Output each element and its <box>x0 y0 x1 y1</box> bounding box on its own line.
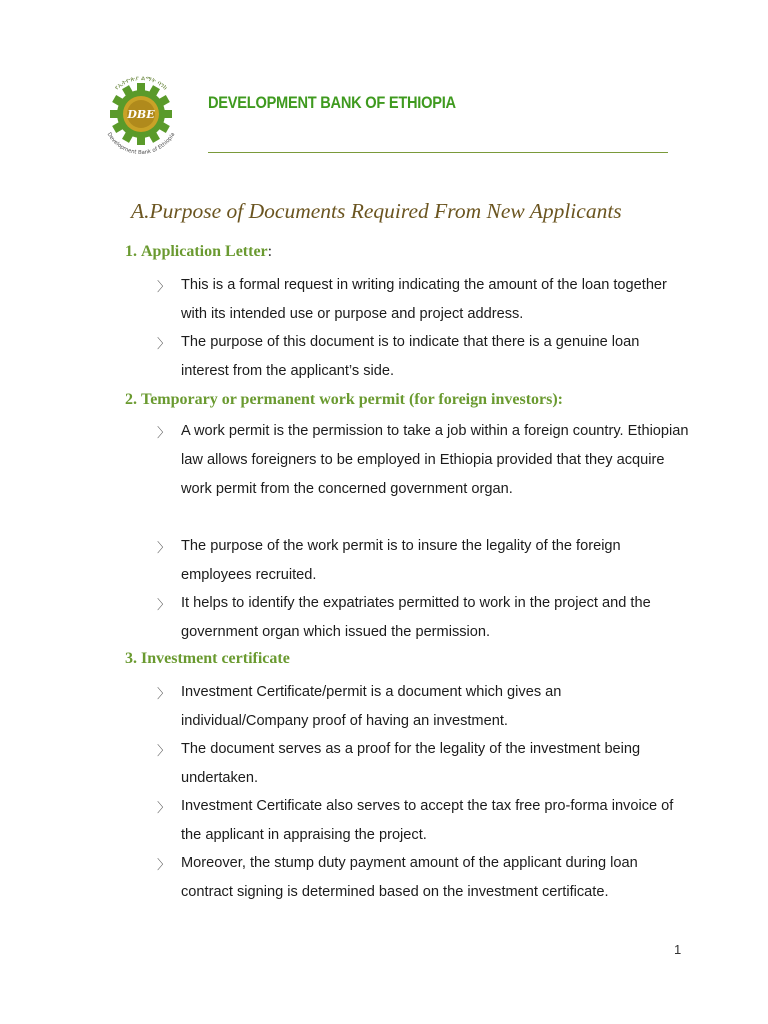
bullet-icon: 〉 <box>157 857 171 872</box>
section-heading-investment-certificate <box>125 650 290 668</box>
bullet-icon: 〉 <box>157 279 171 294</box>
section-title: Investment certificate <box>141 650 290 667</box>
list-item: It helps to identify the expatriates permitted to work in the project and the government organ which issued the permission. <box>181 595 651 640</box>
section-number: 2. <box>125 391 137 408</box>
bullet-icon: 〉 <box>157 425 171 440</box>
header-divider <box>208 152 668 153</box>
bullet-icon: 〉 <box>157 686 171 701</box>
dbe-gear-logo-icon <box>93 66 189 162</box>
bullet-icon: 〉 <box>157 743 171 758</box>
list-item: Moreover, the stump duty payment amount of the applicant during loan contract signing is determined based on the investment certificate. <box>181 855 638 900</box>
list-item: This is a formal request in writing indicating the amount of the loan together with its intended use or purpose and project address. <box>181 277 667 322</box>
bullet-icon: 〉 <box>157 597 171 612</box>
document-title: A.Purpose of Documents Required From New Applicants <box>131 199 622 223</box>
section-title-colon: : <box>267 243 273 260</box>
bank-name: DEVELOPMENT BANK OF ETHIOPIA <box>208 93 456 112</box>
dbe-logo <box>93 66 189 162</box>
section-title: Temporary or permanent work permit (for foreign investors): <box>141 391 563 408</box>
section-number: 1. <box>125 243 137 260</box>
list-item: The document serves as a proof for the legality of the investment being undertaken. <box>181 741 641 786</box>
logo-ring-text-bottom: Development Bank of Ethiopia <box>105 131 177 157</box>
list-item: A work permit is the permission to take a job within a foreign country. Ethiopian law allows foreigners to be employed in Ethiopia provided that they acquire work permit from the concerned government organ. <box>181 423 689 497</box>
section-number: 3. <box>125 650 137 667</box>
section-heading-work-permit <box>125 391 563 409</box>
list-item: The purpose of the work permit is to insure the legality of the foreign employees recruited. <box>181 538 621 583</box>
bullet-icon: 〉 <box>157 800 171 815</box>
list-item: The purpose of this document is to indicate that there is a genuine loan interest from the applicant’s side. <box>181 334 640 379</box>
bullet-icon: 〉 <box>157 336 171 351</box>
section-title: Application Letter <box>141 243 268 260</box>
page-number: 1 <box>674 942 682 957</box>
bullet-icon: 〉 <box>157 540 171 555</box>
logo-ring-text-top: የኢትዮጵያ ልማት ባንክ <box>113 74 169 92</box>
list-item: Investment Certificate/permit is a document which gives an individual/Company proof of having an investment. <box>181 684 562 729</box>
section-heading-application-letter <box>125 243 272 261</box>
list-item: Investment Certificate also serves to accept the tax free pro-forma invoice of the applicant in appraising the project. <box>181 798 674 843</box>
logo-monogram: DBE <box>127 108 155 121</box>
